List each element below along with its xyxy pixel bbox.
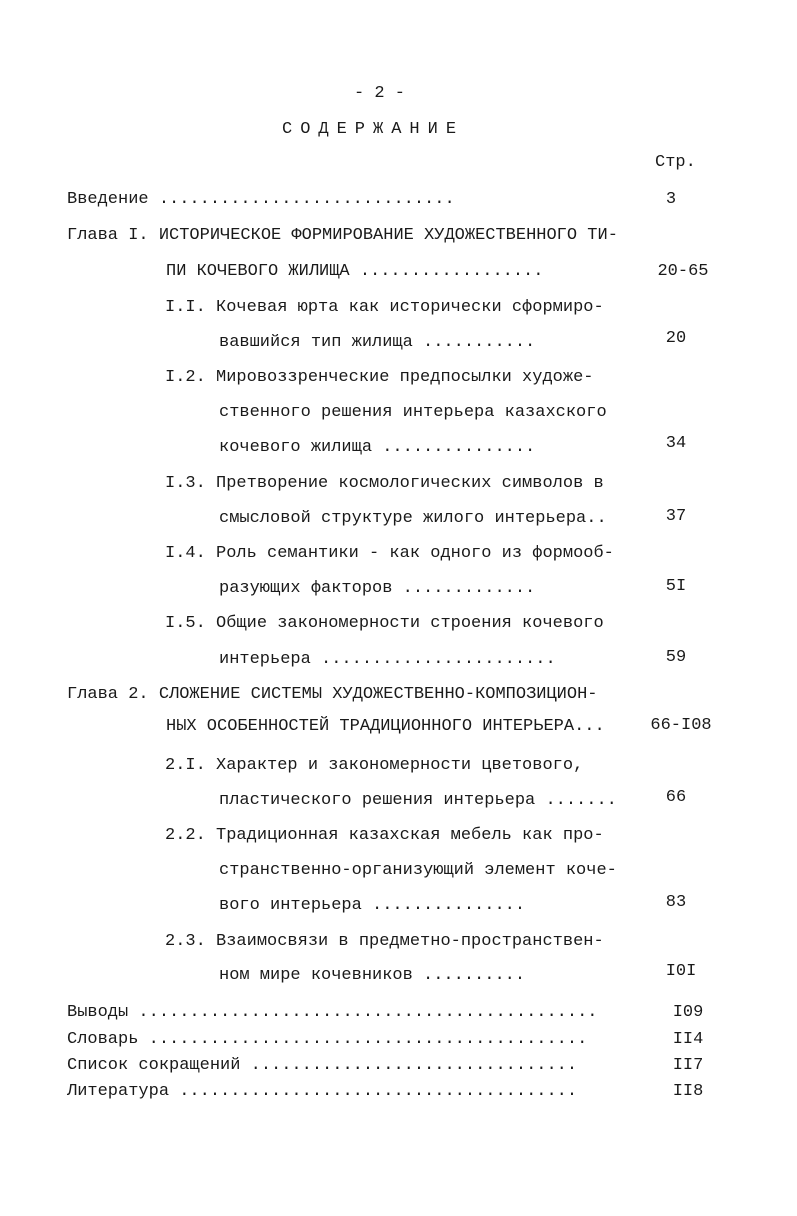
toc-entry-page: 20 xyxy=(665,329,687,348)
page-number: - 2 - xyxy=(354,84,406,103)
toc-entry-page: 83 xyxy=(665,893,687,912)
toc-entry-text: НЫХ ОСОБЕННОСТЕЙ ТРАДИЦИОННОГО ИНТЕРЬЕРА... xyxy=(166,717,605,736)
toc-entry-text: Глава I. ИСТОРИЧЕСКОЕ ФОРМИРОВАНИЕ ХУДОЖЕСТВЕННОГО ТИ- xyxy=(67,226,618,245)
toc-entry-page: 59 xyxy=(665,648,687,667)
toc-entry-page: II4 xyxy=(672,1030,704,1049)
toc-entry-page: 37 xyxy=(665,507,687,526)
toc-entry-page: 66 xyxy=(665,788,687,807)
toc-entry-text: I.I. Кочевая юрта как исторически сформиро- xyxy=(165,298,604,317)
toc-entry-page: I0I xyxy=(665,962,697,981)
toc-entry-text: смысловой структуре жилого интерьера.. xyxy=(219,509,607,528)
toc-entry-text: разующих факторов ............. xyxy=(219,579,536,598)
toc-entry-text: 2.3. Взаимосвязи в предметно-пространствен- xyxy=(165,932,604,951)
toc-entry-text: интерьера ....................... xyxy=(219,650,556,669)
toc-entry-text: вавшийся тип жилища ........... xyxy=(219,333,536,352)
toc-entry-page: 3 xyxy=(665,190,677,209)
toc-entry-text: ственного решения интерьера казахского xyxy=(219,403,607,422)
toc-entry-page: II8 xyxy=(672,1082,704,1101)
toc-entry-text: ПИ КОЧЕВОГО ЖИЛИЩА .................. xyxy=(166,262,544,281)
toc-entry-text: странственно-организующий элемент коче- xyxy=(219,861,617,880)
toc-entry-text: 2.2. Традиционная казахская мебель как про- xyxy=(165,826,604,845)
toc-entry-page: I09 xyxy=(672,1003,704,1022)
toc-entry-text: ном мире кочевников .......... xyxy=(219,966,526,985)
toc-entry-text: Список сокращений ................................ xyxy=(67,1056,578,1075)
toc-entry-page: 34 xyxy=(665,434,687,453)
toc-entry-page: 20-65 xyxy=(657,262,709,281)
toc-entry-text: Введение ............................. xyxy=(67,190,455,209)
toc-entry-page: 66-I08 xyxy=(650,716,712,735)
toc-entry-text: вого интерьера ............... xyxy=(219,896,526,915)
toc-entry-text: I.2. Мировоззренческие предпосылки художе- xyxy=(165,368,594,387)
toc-entry-page: 5I xyxy=(665,577,687,596)
page-title: СОДЕРЖАНИЕ xyxy=(282,120,465,139)
toc-entry-text: пластического решения интерьера ....... xyxy=(219,791,617,810)
page-column-label: Стр. xyxy=(655,153,696,172)
toc-entry-text: 2.I. Характер и закономерности цветового, xyxy=(165,756,584,775)
toc-entry-text: I.5. Общие закономерности строения кочевого xyxy=(165,614,604,633)
toc-entry-text: Выводы ............................................. xyxy=(67,1003,598,1022)
toc-entry-text: I.4. Роль семантики - как одного из формооб- xyxy=(165,544,614,563)
toc-entry-text: Словарь ........................................... xyxy=(67,1030,588,1049)
toc-entry-text: I.3. Претворение космологических символов в xyxy=(165,474,604,493)
toc-entry-page: II7 xyxy=(672,1056,704,1075)
toc-entry-text: Глава 2. СЛОЖЕНИЕ СИСТЕМЫ ХУДОЖЕСТВЕННО-КОМПОЗИЦИОН- xyxy=(67,685,598,704)
toc-entry-text: Литература ....................................... xyxy=(67,1082,578,1101)
toc-entry-text: кочевого жилища ............... xyxy=(219,438,536,457)
